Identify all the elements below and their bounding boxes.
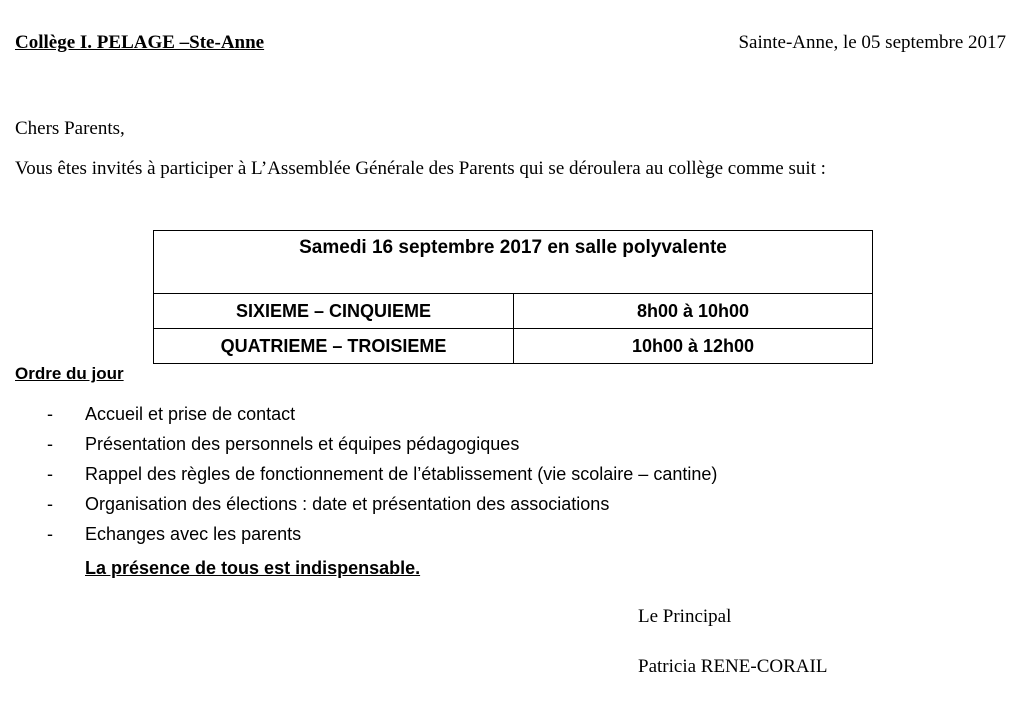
schedule-classes-cell: SIXIEME – CINQUIEME bbox=[154, 294, 514, 329]
agenda-item-text: Echanges avec les parents bbox=[85, 524, 302, 544]
schedule-time-cell: 8h00 à 10h00 bbox=[514, 294, 873, 329]
bullet-dash: - bbox=[47, 464, 53, 484]
presence-note: La présence de tous est indispensable. bbox=[85, 558, 421, 578]
school-name: Collège I. PELAGE –Ste-Anne bbox=[15, 32, 265, 53]
agenda-title: Ordre du jour bbox=[15, 364, 124, 383]
schedule-row bbox=[154, 329, 873, 364]
schedule-title-row bbox=[154, 231, 873, 294]
agenda-item-text: Rappel des règles de fonctionnement de l’établissement (vie scolaire – cantine) bbox=[85, 464, 718, 484]
intro-paragraph: Vous êtes invités à participer à L’Assemblée Générale des Parents qui se déroulera au collège comme suit : bbox=[15, 158, 826, 179]
agenda-item-text: Organisation des élections : date et présentation des associations bbox=[85, 494, 610, 514]
bullet-dash: - bbox=[47, 494, 53, 514]
agenda-item-text: Présentation des personnels et équipes pédagogiques bbox=[85, 434, 520, 454]
bullet-dash: - bbox=[47, 434, 53, 454]
schedule-classes-cell: QUATRIEME – TROISIEME bbox=[154, 329, 514, 364]
schedule-table bbox=[153, 230, 873, 364]
bullet-dash: - bbox=[47, 404, 53, 424]
greeting: Chers Parents, bbox=[15, 118, 125, 139]
bullet-dash: - bbox=[47, 524, 53, 544]
date-line: Sainte-Anne, le 05 septembre 2017 bbox=[738, 32, 1006, 53]
signer-title: Le Principal bbox=[638, 606, 732, 627]
schedule-time-cell: 10h00 à 12h00 bbox=[514, 329, 873, 364]
agenda-item-text: Accueil et prise de contact bbox=[85, 404, 296, 424]
schedule-title: Samedi 16 septembre 2017 en salle polyvalente bbox=[154, 231, 873, 294]
schedule-row bbox=[154, 294, 873, 329]
signer-name: Patricia RENE-CORAIL bbox=[638, 656, 828, 677]
